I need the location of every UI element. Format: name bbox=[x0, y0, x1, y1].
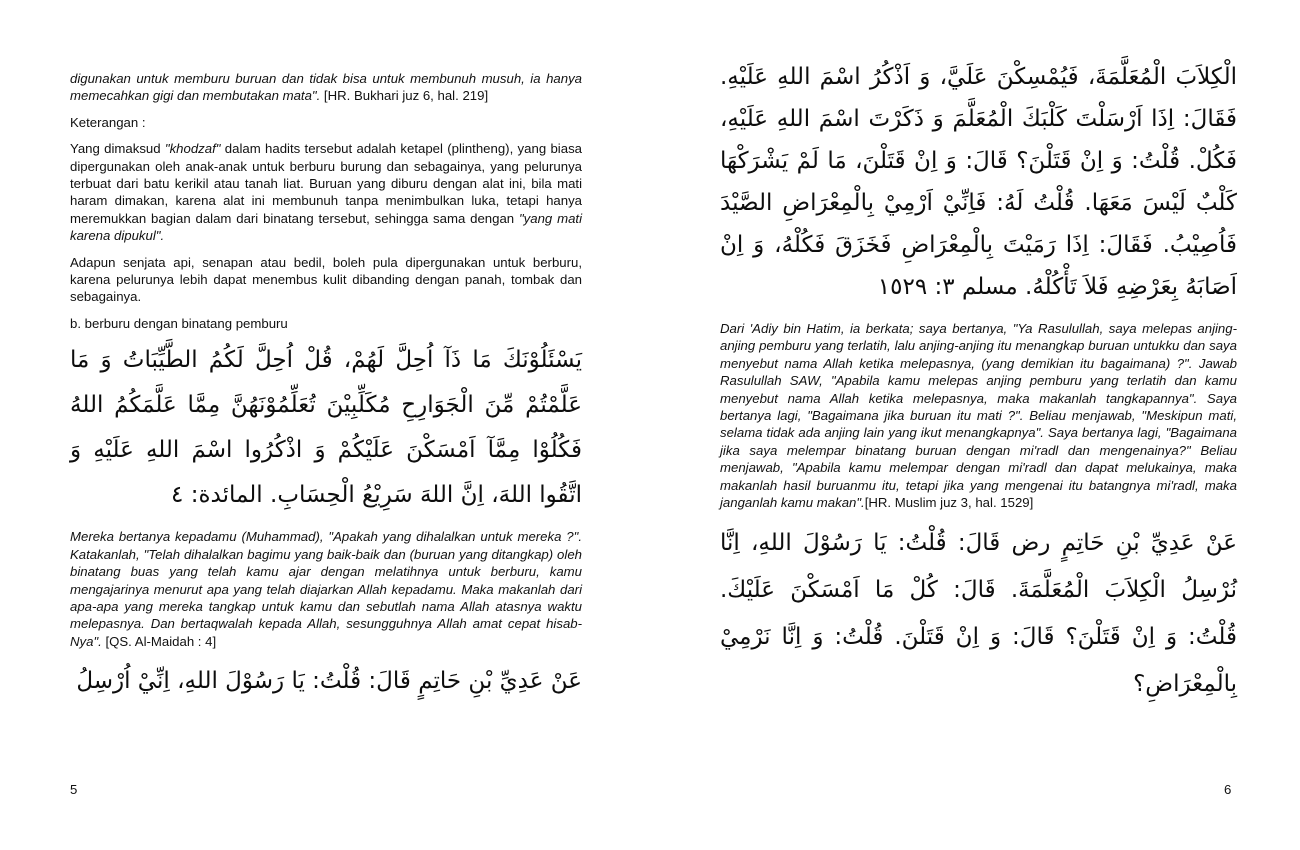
hadith-arabic-continuation: الْكِلاَبَ الْمُعَلَّمَةَ، فَيُمْسِكْنَ عَلَيَّ، وَ اَذْكُرُ اسْمَ اللهِ عَلَيْهِ. فَقَالَ: اِذَا اَرْسَلْتَ كَلْبَكَ الْمُعَلَّمَ وَ ذَكَرْتَ اسْمَ اللهِ عَلَيْهِ، فَكُلْ. قُلْتُ: وَ اِنْ قَتَلْنَ؟ قَالَ: وَ اِنْ قَتَلْنَ، مَا لَمْ يَشْرَكْهَا كَلْبٌ لَيْسَ مَعَهَا. قُلْتُ لَهُ: فَاِنِّيْ اَرْمِيْ بِالْمِعْرَاضِ الصَّيْدَ فَاُصِيْبُ. فَقَالَ: اِذَا رَمَيْتَ بِالْمِعْرَاضِ فَخَزَقَ فَكُلْهُ، وَ اِنْ اَصَابَهُ بِعَرْضِهِ فَلاَ تَأْكُلْهُ. مسلم ٣: ١٥٢٩ bbox=[720, 64, 1237, 300]
hadith-translation-text: Dari 'Adiy bin Hatim, ia berkata; saya bertanya, "Ya Rasulullah, saya melepas anjing-anjing pemburu yang terlatih, lalu anjing-anjing itu menangkap buruan untukku dan saya menyebut nama Allah ketika melepasnya, (yang demikian itu bagaimana) ?". Jawab Rasulullah SAW, "Apabila kamu melepas anjing pemburu yang terlatih dan kamu menyebut nama Allah ketika melepasnya, maka makanlah tangkapannya". Saya bertanya lagi, "Bagaimana jika buruan itu mati ?". Beliau menjawab, "Meskipun mati, selama tidak ada anjing lain yang ikut menangkapnya". Saya bertanya lagi, "Bagaimana jika saya melempar binatang buruan dengan mi'radl dan mengenainya?" Beliau menjawab, "Apabila kamu melempar dengan mi'radl dan dapat melukainya, maka makanlah hasil buruanmu itu, tetapi jika yang mengenai itu batangnya mi'radl, maka janganlah kamu makan". bbox=[720, 321, 1237, 511]
keterangan-label: Keterangan : bbox=[70, 114, 146, 130]
quran-translation-paragraph bbox=[70, 528, 582, 650]
hadith-translation-paragraph bbox=[720, 320, 1237, 511]
keterangan-paragraph bbox=[70, 140, 582, 244]
opening-quote-text: digunakan untuk memburu buruan dan tidak bisa untuk membunuh musuh, ia hanya memecahkan gigi dan membutakan mata". bbox=[70, 71, 582, 104]
khodzaf-term: "khodzaf" bbox=[164, 141, 221, 157]
page-6 bbox=[720, 56, 1237, 718]
dipukul-term: "yang mati karena dipukul". bbox=[70, 210, 582, 244]
hadith2-arabic-text: عَنْ عَدِيِّ بْنِ حَاتِمٍ رض قَالَ: قُلْتُ: يَا رَسُوْلَ اللهِ، اِنَّا نُرْسِلُ الْكِلاَبَ الْمُعَلَّمَةَ. قَالَ: كُلْ مَا اَمْسَكْنَ عَلَيْكَ. قُلْتُ: وَ اِنْ قَتَلْنَ؟ قَالَ: وَ اِنْ قَتَلْنَ. قُلْتُ: وَ اِنَّا نَرْمِيْ بِالْمِعْرَاضِ؟ bbox=[720, 530, 1237, 698]
opening-reference: [HR. Bukhari juz 6, hal. 219] bbox=[320, 88, 489, 104]
subheading-berburu-binatang: b. berburu dengan binatang pemburu bbox=[70, 315, 288, 331]
opening-paragraph bbox=[70, 70, 582, 105]
page-5 bbox=[70, 70, 582, 704]
quran-translation-reference: [QS. Al-Maidah : 4] bbox=[101, 633, 217, 649]
keterangan-part1: Yang dimaksud bbox=[70, 141, 165, 157]
quran-arabic-text: يَسْئَلُوْنَكَ مَا ذَآ اُحِلَّ لَهُمْ، قُلْ اُحِلَّ لَكُمُ الطَّيِّبَاتُ وَ مَا عَلَّمْتُمْ مِّنَ الْجَوَارِحِ مُكَلِّبِيْنَ تُعَلِّمُوْنَهُنَّ مِمَّا عَلَّمَكُمُ اللهُ فَكُلُوْا مِمَّآ اَمْسَكْنَ عَلَيْكُمْ وَ اذْكُرُوا اسْمَ اللهِ عَلَيْهِ وَ اتَّقُوا اللهَ، اِنَّ اللهَ سَرِيْعُ الْحِسَابِ. المائدة: ٤ bbox=[70, 347, 582, 509]
hadith-translation-reference: [HR. Muslim juz 3, hal. 1529] bbox=[864, 495, 1034, 511]
quran-translation-text: Mereka bertanya kepadamu (Muhammad), "Apakah yang dihalalkan untuk mereka ?". Katakanlah, "Telah dihalalkan bagimu yang baik-baik dan (buruan yang ditangkap) oleh binatang buas yang telah kamu ajar dengan melatihnya untuk berburu, kamu mengajarinya menurut apa yang telah diajarkan Allah kepadamu. Maka makanlah dari apa-apa yang mereka tangkap untuk kamu dan sebutlah nama Allah atasnya waktu melepasnya. Dan bertaqwalah kepada Allah, sesungguhnya Allah amat cepat hisab-Nya". bbox=[70, 529, 582, 649]
page-number-right: 6 bbox=[1224, 782, 1232, 797]
page-number-left: 5 bbox=[70, 782, 78, 797]
keterangan-part2: dalam hadits tersebut adalah ketapel (plintheng), yang biasa dipergunakan oleh anak-anak untuk berburu burung dan sebagainya, yang pelurunya terbuat dari batu kerikil atau tanah liat. Buruan yang diburu dengan alat ini, bila mati haram dimakan, karena alat ini membunuh tanpa menimbulkan luka, tetapi hanya meremukkan bagian dalam dari binatang tersebut, sehingga sama dengan bbox=[70, 141, 583, 226]
senjata-paragraph: Adapun senjata api, senapan atau bedil, boleh pula dipergunakan untuk berburu, karena pelurunya lebih dapat menembus kulit dibanding dengan panah, tombak dan sebagainya. bbox=[70, 254, 582, 305]
hadith-arabic-start: عَنْ عَدِيِّ بْنِ حَاتِمٍ قَالَ: قُلْتُ: يَا رَسُوْلَ اللهِ، اِنِّيْ اُرْسِلُ bbox=[76, 668, 582, 695]
